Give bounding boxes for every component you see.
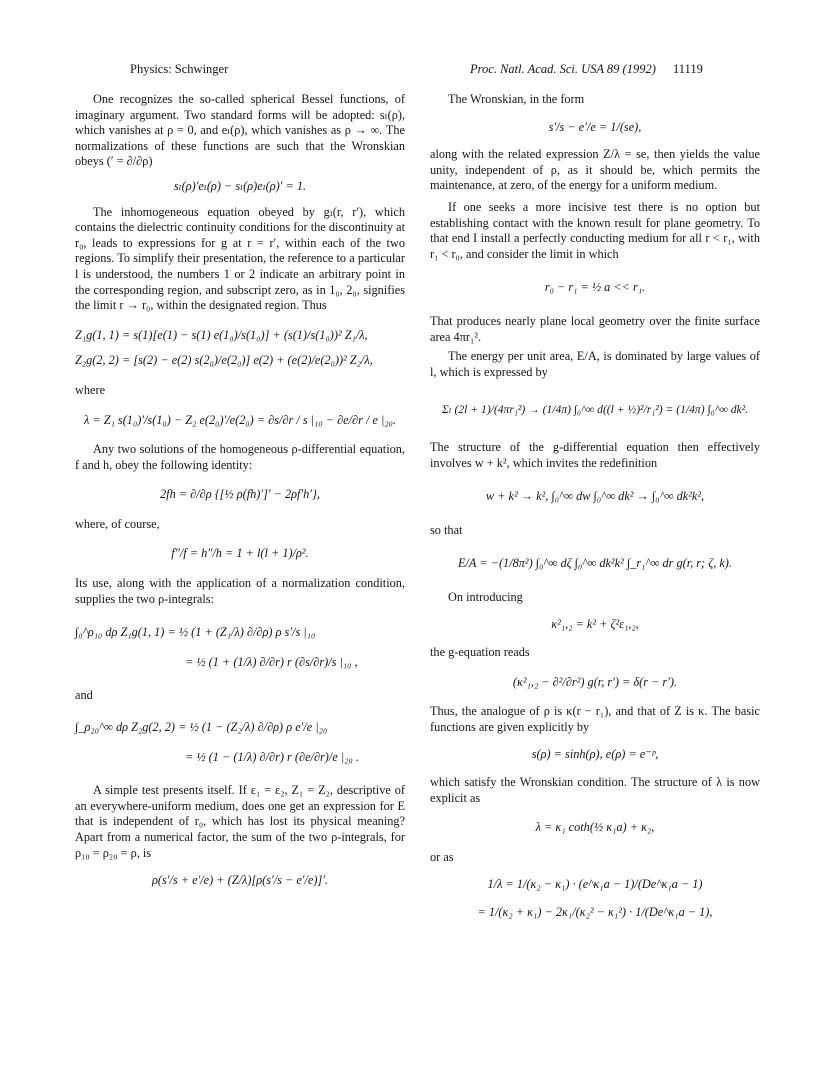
equation: E/A = −(1/8π²) ∫₀^∞ dζ ∫₀^∞ dk²k² ∫_r₁^∞ dr g(r, r; ζ, k). xyxy=(458,556,732,571)
paragraph: Any two solutions of the homogeneous ρ-differential equation, f and h, obey the following identity: xyxy=(75,442,405,472)
equation: f″/f = h″/h = 1 + l(l + 1)/ρ². xyxy=(171,546,309,561)
paragraph: Thus, the analogue of ρ is κ(r − r₁), and that of Z is κ. The basic functions are given explicitly by xyxy=(430,704,760,734)
paragraph: or as xyxy=(430,849,454,864)
paragraph: That produces nearly plane local geometry over the finite surface area 4πr₁². xyxy=(430,313,760,344)
running-head-right xyxy=(470,62,703,77)
paragraph: where xyxy=(75,382,106,397)
running-head-left: Physics: Schwinger xyxy=(130,62,229,76)
paragraph: On introducing xyxy=(448,589,523,604)
paragraph: the g-equation reads xyxy=(430,645,530,660)
equation: = 1/(κ₂ + κ₁) − 2κ₁/(κ₂² − κ₁²) · 1/(De^κ₁a − 1), xyxy=(477,905,713,919)
equation: = ½ (1 + (1/λ) ∂/∂r) r (∂s/∂r)/s |₁₀ , xyxy=(185,654,358,669)
paragraph: The structure of the g-differential equation then effectively involves w + k², which invites the redefinition xyxy=(430,439,760,470)
equation: Z₁g(1, 1) = s(1)[e(1) − s(1) e(1₀)/s(1₀)] + (s(1)/s(1₀))² Z₁/λ, xyxy=(75,327,368,342)
equation: ρ(s′/s + e′/e) + (Z/λ)[ρ(s′/s − e′/e)]′. xyxy=(151,873,329,888)
equation: 1/λ = 1/(κ₂ − κ₁) · (e^κ₁a − 1)/(De^κ₁a − 1) xyxy=(487,877,703,892)
equation: = ½ (1 − (1/λ) ∂/∂r) r (∂e/∂r)/e |₂₀ . xyxy=(185,749,359,764)
paragraph: where, of course, xyxy=(75,516,160,531)
paragraph: Its use, along with the application of a normalization condition, supplies the two ρ-integrals: xyxy=(75,576,405,606)
equation: 2fh = ∂/∂ρ {[½ ρ(fh)′]′ − 2ρf′h′}, xyxy=(160,487,320,502)
paragraph: along with the related expression Z/λ = se, then yields the value unity, independent of ρ, as it should be, which permits the maintenance, at zero, of the energy for a uniform medium. xyxy=(430,147,760,193)
equation: Z₂g(2, 2) = [s(2) − e(2) s(2₀)/e(2₀)] e(2) + (e(2)/e(2₀))² Z₂/λ, xyxy=(75,353,373,368)
equation: ∫_ρ₂₀^∞ dρ Z₂g(2, 2) = ½ (1 − (Z₂/λ) ∂/∂ρ) ρ e′/e |₂₀ xyxy=(75,720,328,735)
paragraph: One recognizes the so-called spherical Bessel functions, of imaginary argument. Two standard forms will be adopted: sₗ(ρ), which vanishes at ρ = 0, and eₗ(ρ), which vanishes as ρ → ∞. The normalizations of these functions are such that the Wronskian obeys (′ = ∂/∂ρ) xyxy=(75,92,405,169)
equation: sₗ(ρ)′eₗ(ρ) − sₗ(ρ)eₗ(ρ)′ = 1. xyxy=(173,178,307,193)
equation: s(ρ) = sinh(ρ), e(ρ) = e⁻ᵖ, xyxy=(531,747,659,762)
equation: ∫₀^ρ₁₀ dρ Z₁g(1, 1) = ½ (1 + (Z₁/λ) ∂/∂ρ) ρ s′/s |₁₀ xyxy=(75,625,316,640)
equation: r₀ − r₁ = ½ a << r₁. xyxy=(544,280,646,295)
paragraph: which satisfy the Wronskian condition. The structure of λ is now explicit as xyxy=(430,775,760,805)
left-column xyxy=(75,92,405,889)
equation: (κ²₁,₂ − ∂²/∂r²) g(r, r′) = δ(r − r′). xyxy=(512,674,678,689)
equation: κ²₁,₂ = k² + ζ²ε₁,₂, xyxy=(551,617,639,632)
paragraph: The inhomogeneous equation obeyed by gₗ(r, r′), which contains the dielectric continuity conditions for the discontinuity at r₀, leads to expressions for g at r = r′, within each of the two regions. To simplify their presentation, the reference to a particular l is understood, the numbers 1 or 2 indicate an arbitrary point in the corresponding region, and subscript zero, as in 1₀, 2₀, signifies the limit r → r₀, within the designated region. Thus xyxy=(75,204,405,313)
paragraph: so that xyxy=(430,522,463,537)
paragraph: and xyxy=(75,688,93,703)
equation: s′/s − e′/e = 1/(se), xyxy=(548,119,642,134)
page-number: 11119 xyxy=(672,62,703,76)
journal-citation: Proc. Natl. Acad. Sci. USA 89 (1992) xyxy=(470,62,656,76)
equation: Σₗ (2l + 1)/(4πr₁²) → (1/4π) ∫₀^∞ d((l + ½)²/r₁²) = (1/4π) ∫₀^∞ dk². xyxy=(441,403,749,417)
paragraph: The Wronskian, in the form xyxy=(448,92,585,106)
equation: w + k² → k², ∫₀^∞ dw ∫₀^∞ dk² → ∫₀^∞ dk²k², xyxy=(485,489,705,504)
paragraph: The energy per unit area, E/A, is dominated by large values of l, which is expressed by xyxy=(430,349,760,379)
equation: λ = Z₁ s(1₀)′/s(1₀) − Z₂ e(2₀)′/e(2₀) = ∂s/∂r / s |₁₀ − ∂e/∂r / e |₂₀. xyxy=(83,412,397,427)
equation: λ = κ₁ coth(½ κ₁a) + κ₂, xyxy=(535,820,655,835)
paragraph: A simple test presents itself. If ε₁ = ε₂, Z₁ = Z₂, descriptive of an everywhere-uniform medium, does one get an expression for E that is independent of r₀, which has lost its physical meaning? Apart from a numerical factor, the sum of the two ρ-integrals, for ρ₁₀ = ρ₂₀ = ρ, is xyxy=(75,783,405,860)
paragraph: If one seeks a more incisive test there is no option but establishing contact with the known result for plane geometry. To that end I install a perfectly conducting medium for all r < r₁, with r₁ < r₀, and consider the limit in which xyxy=(430,199,760,261)
right-column xyxy=(430,92,760,921)
